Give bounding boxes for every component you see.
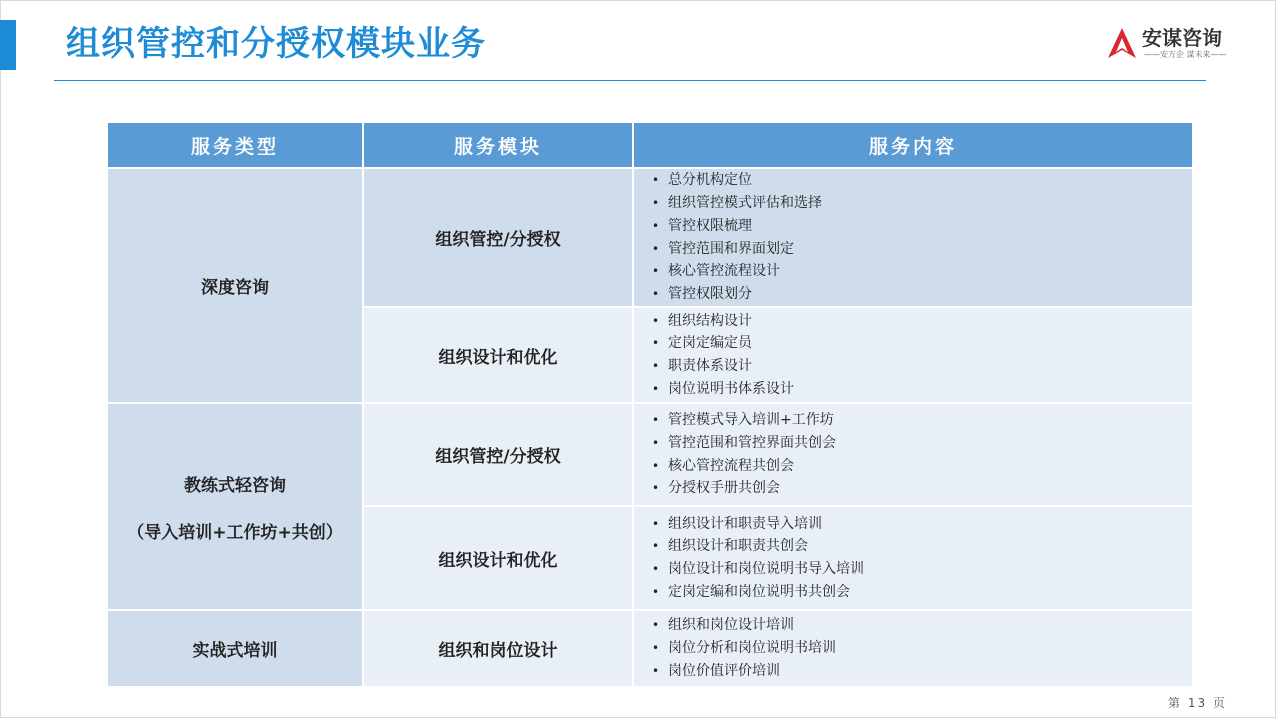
list-item: • 管控权限划分 [652,283,1192,306]
service-type-cell [107,610,363,687]
service-type-label: 深度咨询 [201,278,269,298]
service-type-sublabel: （导入培训+工作坊+共创） [127,522,343,543]
list-item: • 职责体系设计 [652,355,1192,378]
list-item: • 岗位价值评价培训 [652,660,1192,683]
service-module-cell: 组织管控/分授权 [363,403,633,506]
service-content-cell [633,506,1193,610]
header-service-module: 服务模块 [363,122,633,168]
table-row [107,610,1193,687]
list-item: • 管控权限梳理 [652,215,1192,238]
list-item: • 岗位设计和岗位说明书导入培训 [652,558,1192,581]
list-item: • 定岗定编和岗位说明书共创会 [652,581,1192,604]
company-logo [1106,26,1236,66]
list-item: • 岗位分析和岗位说明书培训 [652,637,1192,660]
service-content-cell [633,307,1193,403]
service-content-cell [633,610,1193,687]
title-accent-bar [0,20,16,70]
service-type-cell [107,168,363,403]
list-item: • 总分机构定位 [652,169,1192,192]
list-item: • 管控模式导入培训+工作坊 [652,409,1192,432]
list-item: • 核心管控流程共创会 [652,455,1192,478]
service-table [106,121,1194,688]
list-item: • 定岗定编定员 [652,332,1192,355]
service-type-label: 教练式轻咨询 [184,475,286,496]
service-module-cell: 组织管控/分授权 [363,168,633,307]
list-item: • 岗位说明书体系设计 [652,378,1192,401]
header-service-content: 服务内容 [633,122,1193,168]
logo-name: 安谋咨询 [1142,26,1222,50]
list-item: • 管控范围和管控界面共创会 [652,432,1192,455]
table-row [107,168,1193,307]
service-module-cell: 组织和岗位设计 [363,610,633,687]
service-module-cell: 组织设计和优化 [363,307,633,403]
page-title: 组织管控和分授权模块业务 [66,24,486,64]
logo-tagline: ——安万企 谋未来—— [1144,50,1227,59]
list-item: • 核心管控流程设计 [652,260,1192,283]
service-module-cell: 组织设计和优化 [363,506,633,610]
list-item: • 组织和岗位设计培训 [652,614,1192,637]
list-item: • 组织设计和职责导入培训 [652,513,1192,536]
service-content-cell [633,168,1193,307]
list-item: • 组织结构设计 [652,310,1192,333]
service-type-label: 实战式培训 [192,641,278,661]
page-number: 第 13 页 [1168,696,1227,710]
service-content-cell [633,403,1193,506]
service-type-cell [107,403,363,610]
header-service-type: 服务类型 [107,122,363,168]
title-underline [54,80,1206,81]
table-row [107,403,1193,506]
list-item: • 分授权手册共创会 [652,477,1192,500]
table-header-row [107,122,1193,168]
list-item: • 组织管控模式评估和选择 [652,192,1192,215]
list-item: • 管控范围和界面划定 [652,238,1192,261]
logo-mark-icon [1106,26,1138,62]
list-item: • 组织设计和职责共创会 [652,535,1192,558]
